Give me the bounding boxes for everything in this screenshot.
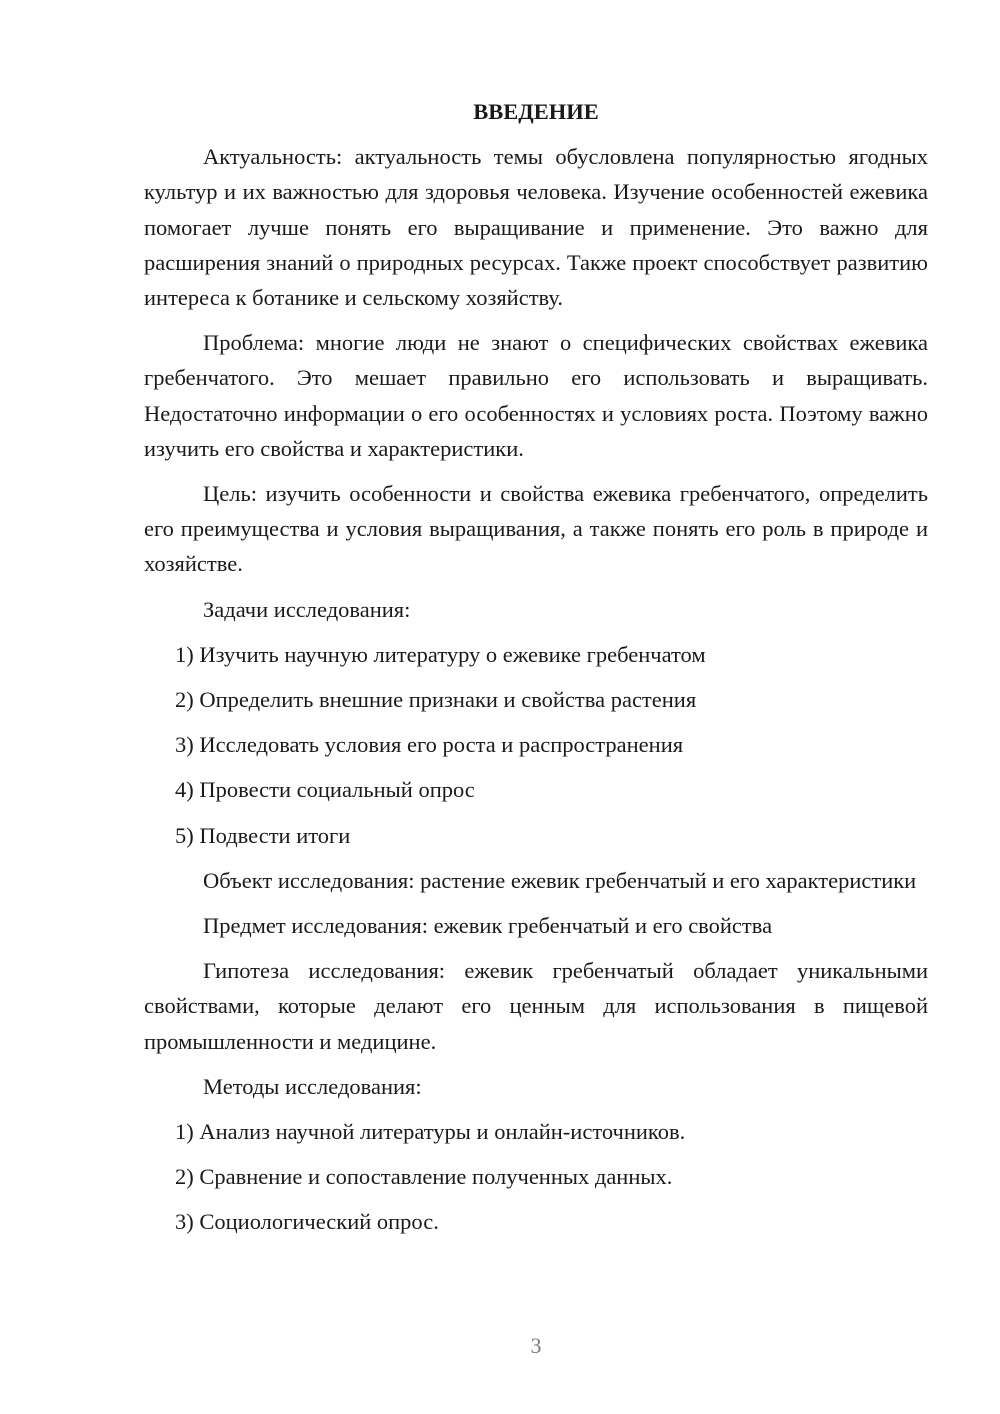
tasks-heading: Задачи исследования: [203,596,411,622]
task-item: 4) Провести социальный опрос [175,777,475,803]
problem-paragraph: Проблема: многие люди не знают о специфических свойствах ежевика гребенчатого. Это мешает правильно его использовать и выращивать. Недостаточно информации о его особенностях и условиях роста. Поэтому важно изучить его свойства и характеристики. [144,330,928,461]
subject-line: Предмет исследования: ежевик гребенчатый и его свойства [203,913,773,939]
methods-heading: Методы исследования: [203,1073,422,1099]
relevance-paragraph: Актуальность: актуальность темы обусловлена популярностью ягодных культур и их важностью для здоровья человека. Изучение особенностей ежевика помогает лучше понять его выращивание и применение. Это важно для расширения знаний о природных ресурсах. Также проект способствует развитию интереса к ботанике и сельскому хозяйству. [144,144,928,311]
page-title: ВВЕДЕНИЕ [473,99,599,124]
method-item: 3) Социологический опрос. [175,1209,439,1235]
object-paragraph: Объект исследования: растение ежевик гребенчатый и его характеристики [203,867,917,893]
task-item: 2) Определить внешние признаки и свойства растения [175,687,697,713]
task-item: 3) Исследовать условия его роста и распространения [175,732,684,758]
page-number: 3 [530,1333,542,1358]
method-item: 1) Анализ научной литературы и онлайн-источников. [175,1119,686,1145]
goal-paragraph: Цель: изучить особенности и свойства ежевика гребенчатого, определить его преимущества и условия выращивания, а также понять его роль в природе и хозяйстве. [144,481,928,577]
hypothesis-paragraph: Гипотеза исследования: ежевик гребенчатый обладает уникальными свойствами, которые делают его ценным для использования в пищевой промышленности и медицине. [144,958,928,1054]
method-item: 2) Сравнение и сопоставление полученных данных. [175,1164,673,1190]
task-item: 5) Подвести итоги [175,822,351,848]
document-page [144,94,928,1250]
task-item: 1) Изучить научную литературу о ежевике гребенчатом [175,641,706,667]
